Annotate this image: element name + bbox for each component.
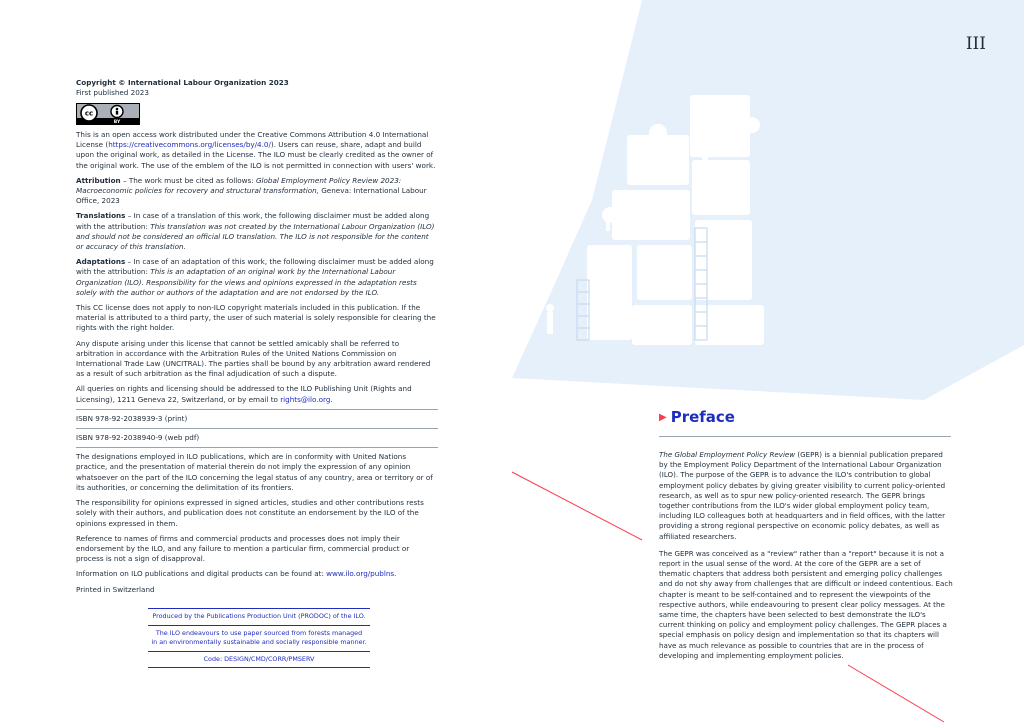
translations-paragraph: Translations – In case of a translation of this work, the following disclaimer must be added along with the attribution: This translation was not created by the International Labour Organization (ILO) and should not be considered an official ILO translation. The ILO is not responsible for the content or accuracy of this translation. [76,211,435,252]
publns-link[interactable]: www.ilo.org/publns [326,569,395,579]
queries-paragraph: All queries on rights and licensing should be addressed to the ILO Publishing Unit (Rights and Licensing), 1211 Geneva 22, Switzerland, or by email to rights@ilo.org. [76,384,412,404]
designations-paragraph: The designations employed in ILO publications, which are in conformity with United Nations practice, and the presentation of material therein do not imply the expression of any opinion whatsoever on the part of the ILO concerning the legal status of any country, area or territory or of its authorities, or concerning the delimitation of its frontiers. [76,452,433,492]
right-page [512,0,1024,724]
copyright-block [76,78,438,128]
paper-note-1: The ILO endeavours to use paper sourced from forests managed [155,628,363,637]
isbn-web: ISBN 978-92-2038940-9 (web pdf) [76,433,200,443]
attribution-paragraph: Attribution – The work must be cited as follows: Global Employment Policy Review 2023: Macroeconomic policies for recovery and structural transformation, Geneva: International Labour Office, 2023 [76,175,427,206]
divider [76,409,438,410]
cc-by-badge [76,103,140,125]
production-note [148,608,370,668]
cc-text: cc [84,109,94,118]
produced-by: Produced by the Publications Production Unit (PRODOC) of the ILO. [152,612,366,620]
preface-paragraph-1: The Global Employment Policy Review (GEPR) is a biennial publication prepared by the Employment Policy Department of the International Labour Organization (ILO). The purpose of the GEPR is to advance the ILO's contribution to global employment policy debates by giving greater visibility to current policy-oriented research, as well as to spur new policy-oriented research. The GEPR brings together contributions from the ILO's wider global employment policy team, including ILO colleagues both at headquarters and in field offices, with the latter providing a strong regional perspective on economic policy debates, as well as affiliated researchers. [659,450,946,541]
adaptations-paragraph: Adaptations – In case of an adaptation of this work, the following disclaimer must be added along with the attribution: This is an adaptation of an original work by the International Labour Organization (ILO). Responsibility for the views and opinions expressed in the adaptation rests solely with the author or authors of the adaptation and are not endorsed by the ILO. [76,257,434,297]
divider [148,667,370,668]
divider [659,436,951,437]
printed-in: Printed in Switzerland [76,584,155,594]
divider [148,651,370,652]
triangle-marker-icon: ▶ [659,412,667,423]
cc-note-paragraph: This CC license does not apply to non-ILO copyright materials included in this publication. If the material is attributed to a third party, the user of such material is solely responsible for clearing the rights with the right holder. [76,303,436,333]
cc-by-icon [77,104,139,124]
rights-email-link[interactable]: rights@ilo.org [280,394,331,404]
preface-title [659,408,735,426]
divider [76,428,438,429]
first-published: First published 2023 [76,88,149,98]
preface-heading: Preface [670,408,735,426]
preface-body [659,450,953,668]
preface-paragraph-2: The GEPR was conceived as a "review" rather than a "report" because it is not a report in the usual sense of the word. At the core of the GEPR are a set of thematic chapters that address both persistent and emerging policy challenges and do not shy away from challenges that are difficult or indeed contentious. Each chapter is meant to be self-contained and to represent the viewpoints of the respective authors, while endeavouring to present clear policy messages. At the same time, the chapters have been selected to best demonstrate the ILO's current thinking on policy and employment policy challenges. The GEPR places a special emphasis on policy design and implementation so that its chapters will have as much relevance as possible to countries that are in the process of developing and implementing employment policies. [659,548,953,660]
divider [148,625,370,626]
license-link[interactable]: https://creativecommons.org/licenses/by/4.0/ [108,140,271,150]
code-line: Code: DESIGN/CMD/CORR/PMSERV [203,654,315,663]
divider [148,608,370,609]
by-text: BY [113,120,121,125]
paper-note-2: in an environmentally sustainable and socially responsible manner. [151,638,367,646]
reference-paragraph: Reference to names of firms and commercial products and processes does not imply their endorsement by the ILO, and any failure to mention a particular firm, commercial product or process is not a sign of disapproval. [76,533,410,564]
information-paragraph: Information on ILO publications and digital products can be found at: www.ilo.org/publns. [76,569,397,579]
license-details [76,130,438,600]
copyright-title: Copyright © International Labour Organization 2023 [76,78,289,87]
divider [76,447,438,448]
responsibility-paragraph: The responsibility for opinions expressed in signed articles, studies and other contributions rests solely with their authors, and publication does not constitute an endorsement by the ILO of the opinions expressed in them. [76,498,424,528]
isbn-print: ISBN 978-92-2038939-3 (print) [76,413,188,423]
dispute-paragraph: Any dispute arising under this license that cannot be settled amicably shall be referred to arbitration in accordance with the Arbitration Rules of the United Nations Commission on International Trade Law (UNCITRAL). The parties shall be bound by any arbitration award rendered as a result of such arbitration as the final adjudication of such a dispute. [76,338,431,379]
license-paragraph: This is an open access work distributed under the Creative Commons Attribution 4.0 International License (https://creativecommons.org/licenses/by/4.0/). Users can reuse, share, adapt and build upon the original work, as detailed in the License. The ILO must be clearly credited as the owner of the original work. The use of the emblem of the ILO is not permitted in connection with users' work. [76,130,436,170]
page-number: III [965,34,986,54]
